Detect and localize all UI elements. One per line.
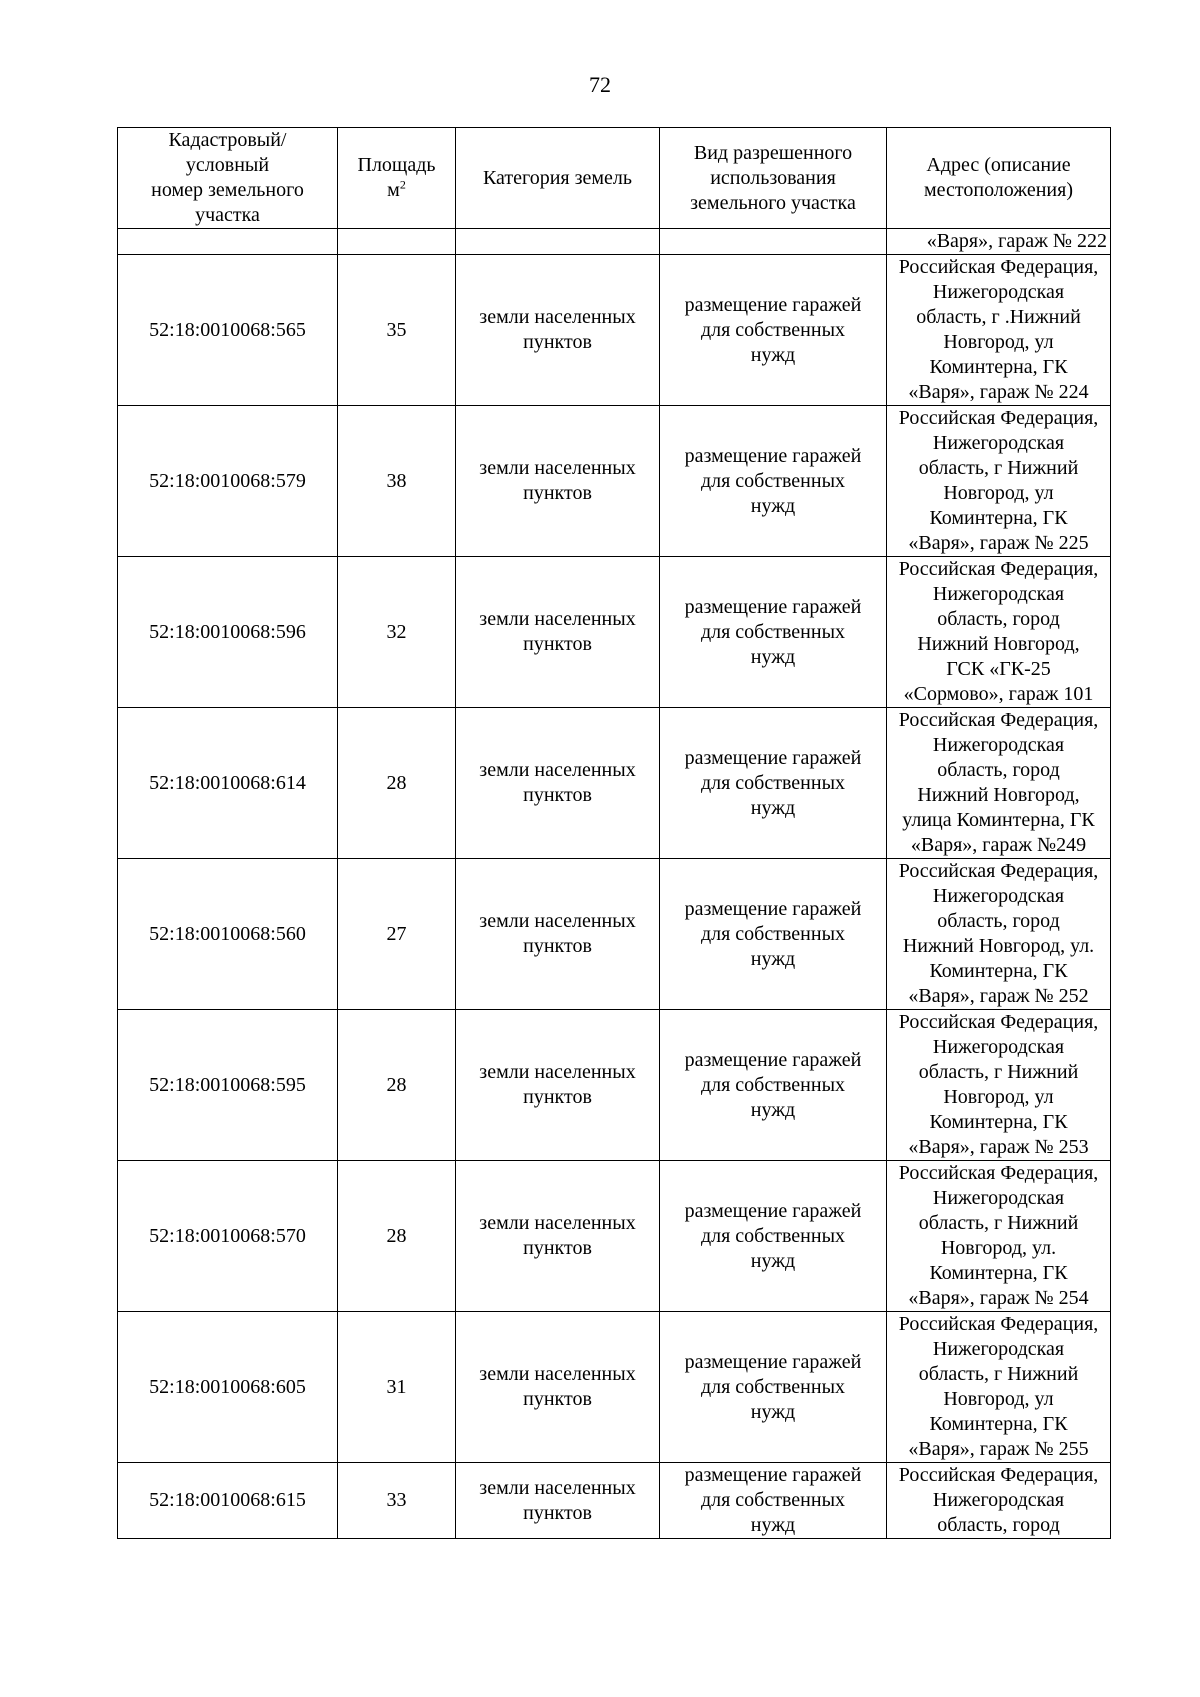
cell-line: область, г Нижний [918,1363,1079,1385]
land-category-cell [456,1312,660,1463]
cell-line: нужд [750,796,796,819]
cell-line: земли населенных [479,608,636,630]
cell-line: нужд [750,494,796,517]
cell-line: область, город [937,1514,1060,1536]
cell-line: Российская Федерация, [898,1162,1099,1184]
table-row [118,1161,1111,1312]
permitted-use-cell [660,1161,887,1312]
table-cell [660,229,887,255]
cell-line: «Варя», гараж № 225 [908,532,1089,554]
cell-line: пунктов [523,784,592,806]
area-cell: 27 [338,859,456,1010]
cell-line: ГСК «ГК-25 [946,658,1051,680]
area-cell: 28 [338,1010,456,1161]
cell-line: земли населенных [479,1212,636,1234]
cell-line: нужд [750,1514,796,1536]
cadastral-number-cell: 52:18:0010068:570 [118,1161,338,1312]
cell-line: нужд [750,343,796,366]
table-row [118,557,1111,708]
cell-line: размещение гаражей [684,444,862,467]
header-cadastral-number: Кадастровый/ условный номер земельного участка [118,128,338,229]
cell-line: земли населенных [479,457,636,479]
cell-line: Российская Федерация, [898,407,1099,429]
cell-line: для собственных [700,771,846,794]
cell-line: Нижегородская [932,281,1065,303]
cell-line: для собственных [700,1224,846,1247]
table-row [118,859,1111,1010]
cell-line: Коминтерна, ГК [929,1262,1068,1284]
cadastral-number-cell: 52:18:0010068:579 [118,406,338,557]
cell-line: область, г Нижний [918,1061,1079,1083]
address-cell [887,1010,1111,1161]
land-category-cell [456,708,660,859]
permitted-use-cell [660,1463,887,1539]
cell-line: «Варя», гараж №249 [910,834,1087,856]
header-land-category: Категория земель [456,128,660,229]
cell-line: Российская Федерация, [898,709,1099,731]
continuation-row [118,229,1111,255]
cell-line: размещение гаражей [684,1048,862,1071]
cell-line: Нижегородская [932,432,1065,454]
area-cell: 32 [338,557,456,708]
cell-line: область, город [937,608,1060,630]
permitted-use-cell [660,406,887,557]
cell-line: нужд [750,1098,796,1121]
cell-line: Коминтерна, ГК [929,1413,1068,1435]
area-cell: 31 [338,1312,456,1463]
address-cell [887,255,1111,406]
area-cell: 35 [338,255,456,406]
cell-line: пунктов [523,1388,592,1410]
cell-line: размещение гаражей [684,897,862,920]
cell-line: пунктов [523,1237,592,1259]
cell-line: Коминтерна, ГК [929,507,1068,529]
cell-line: Новгород, ул [943,1388,1054,1410]
table-cell [118,229,338,255]
land-plots-table [117,127,1111,1539]
cell-line: Российская Федерация, [898,860,1099,882]
address-cell [887,1463,1111,1539]
permitted-use-cell [660,557,887,708]
cadastral-number-cell: 52:18:0010068:596 [118,557,338,708]
cadastral-number-cell: 52:18:0010068:565 [118,255,338,406]
cell-line: Новгород, ул [943,482,1054,504]
cell-line: для собственных [700,620,846,643]
cadastral-number-cell: 52:18:0010068:595 [118,1010,338,1161]
table-cell [456,229,660,255]
cell-line: Российская Федерация, [898,558,1099,580]
cell-line: Новгород, ул [943,331,1054,353]
cell-line: для собственных [700,469,846,492]
cell-line: Нижегородская [932,734,1065,756]
cell-line: Коминтерна, ГК [929,960,1068,982]
cell-line: для собственных [700,1375,846,1398]
permitted-use-cell [660,1312,887,1463]
address-cell [887,859,1111,1010]
cadastral-number-cell: 52:18:0010068:615 [118,1463,338,1539]
cell-line: нужд [750,645,796,668]
cadastral-number-cell: 52:18:0010068:614 [118,708,338,859]
cell-line: для собственных [700,318,846,341]
land-category-cell [456,255,660,406]
cell-line: размещение гаражей [684,595,862,618]
cell-line: Нижегородская [932,1338,1065,1360]
land-category-cell [456,1463,660,1539]
cell-line: «Варя», гараж № 253 [908,1136,1089,1158]
cell-line: «Варя», гараж № 255 [908,1438,1089,1460]
cell-line: нужд [750,1400,796,1423]
cell-line: земли населенных [479,910,636,932]
cadastral-number-cell: 52:18:0010068:605 [118,1312,338,1463]
cell-line: нужд [750,947,796,970]
cell-line: «Варя», гараж № 254 [908,1287,1089,1309]
cell-line: Российская Федерация, [898,1464,1099,1486]
area-cell: 33 [338,1463,456,1539]
header-area-unit-sup: 2 [399,177,406,192]
cell-line: размещение гаражей [684,1464,862,1486]
header-area: Площадь $м^2$ [338,128,456,229]
cell-line: Нижегородская [932,1036,1065,1058]
cell-line: пунктов [523,331,592,353]
cell-line: Коминтерна, ГК [929,356,1068,378]
cadastral-number-cell: 52:18:0010068:560 [118,859,338,1010]
cell-line: Российская Федерация, [898,256,1099,278]
cell-line: земли населенных [479,1476,636,1499]
cell-line: «Варя», гараж № 224 [908,381,1089,403]
land-category-cell [456,1010,660,1161]
cell-line: Нижний Новгород, [917,633,1080,655]
land-category-cell [456,406,660,557]
cell-line: «Варя», гараж № 252 [908,985,1089,1007]
land-category-cell [456,1161,660,1312]
cell-line: Новгород, ул. [940,1237,1057,1259]
cell-line: Российская Федерация, [898,1313,1099,1335]
cell-line: размещение гаражей [684,746,862,769]
cell-line: пунктов [523,935,592,957]
address-cell [887,406,1111,557]
cell-line: Нижний Новгород, [917,784,1080,806]
cell-line: размещение гаражей [684,1350,862,1373]
land-category-cell [456,557,660,708]
cell-line: размещение гаражей [684,1199,862,1222]
cell-line: Коминтерна, ГК [929,1111,1068,1133]
area-cell: 28 [338,1161,456,1312]
cell-line: пунктов [523,633,592,655]
cell-line: Нижний Новгород, ул. [902,935,1095,957]
cell-line: для собственных [700,1073,846,1096]
cell-line: пунктов [523,482,592,504]
cell-line: земли населенных [479,306,636,328]
table-cell [338,229,456,255]
page-number: 72 [589,72,611,97]
header-area-unit: м [387,179,400,201]
cell-line: для собственных [700,922,846,945]
table-row [118,708,1111,859]
address-cell [887,557,1111,708]
address-cell [887,708,1111,859]
cell-line: пунктов [523,1501,592,1524]
cell-line: область, город [937,759,1060,781]
address-cell: «Варя», гараж № 222 [887,229,1111,255]
cell-line: «Сормово», гараж 101 [903,683,1094,705]
area-cell: 38 [338,406,456,557]
table-row [118,406,1111,557]
address-cell [887,1161,1111,1312]
table-row [118,1312,1111,1463]
cell-line: область, г Нижний [918,1212,1079,1234]
cell-line: улица Коминтерна, ГК [902,809,1095,831]
table-header-row [118,128,1111,229]
permitted-use-cell [660,1010,887,1161]
cell-line: Нижегородская [932,583,1065,605]
cell-line: Нижегородская [932,1489,1065,1511]
table-row [118,255,1111,406]
cell-line: земли населенных [479,1061,636,1083]
cell-line: Новгород, ул [943,1086,1054,1108]
cell-line: Нижегородская [932,885,1065,907]
cell-line: пунктов [523,1086,592,1108]
permitted-use-cell [660,255,887,406]
land-category-cell [456,859,660,1010]
header-address: Адрес (описание местоположения) [887,128,1111,229]
cell-line: размещение гаражей [684,293,862,316]
cell-line: Нижегородская [932,1187,1065,1209]
permitted-use-cell [660,859,887,1010]
address-cell [887,1312,1111,1463]
cell-line: земли населенных [479,759,636,781]
permitted-use-cell [660,708,887,859]
cell-line: земли населенных [479,1363,636,1385]
cell-line: для собственных [700,1489,846,1511]
cell-line: область, г Нижний [918,457,1079,479]
table-row [118,1463,1111,1539]
cell-line: область, город [937,910,1060,932]
cell-line: Российская Федерация, [898,1011,1099,1033]
cell-line: область, г .Нижний [916,306,1081,328]
header-permitted-use: Вид разрешенного использования земельного участка [660,128,887,229]
area-cell: 28 [338,708,456,859]
cell-line: нужд [750,1249,796,1272]
table-row [118,1010,1111,1161]
